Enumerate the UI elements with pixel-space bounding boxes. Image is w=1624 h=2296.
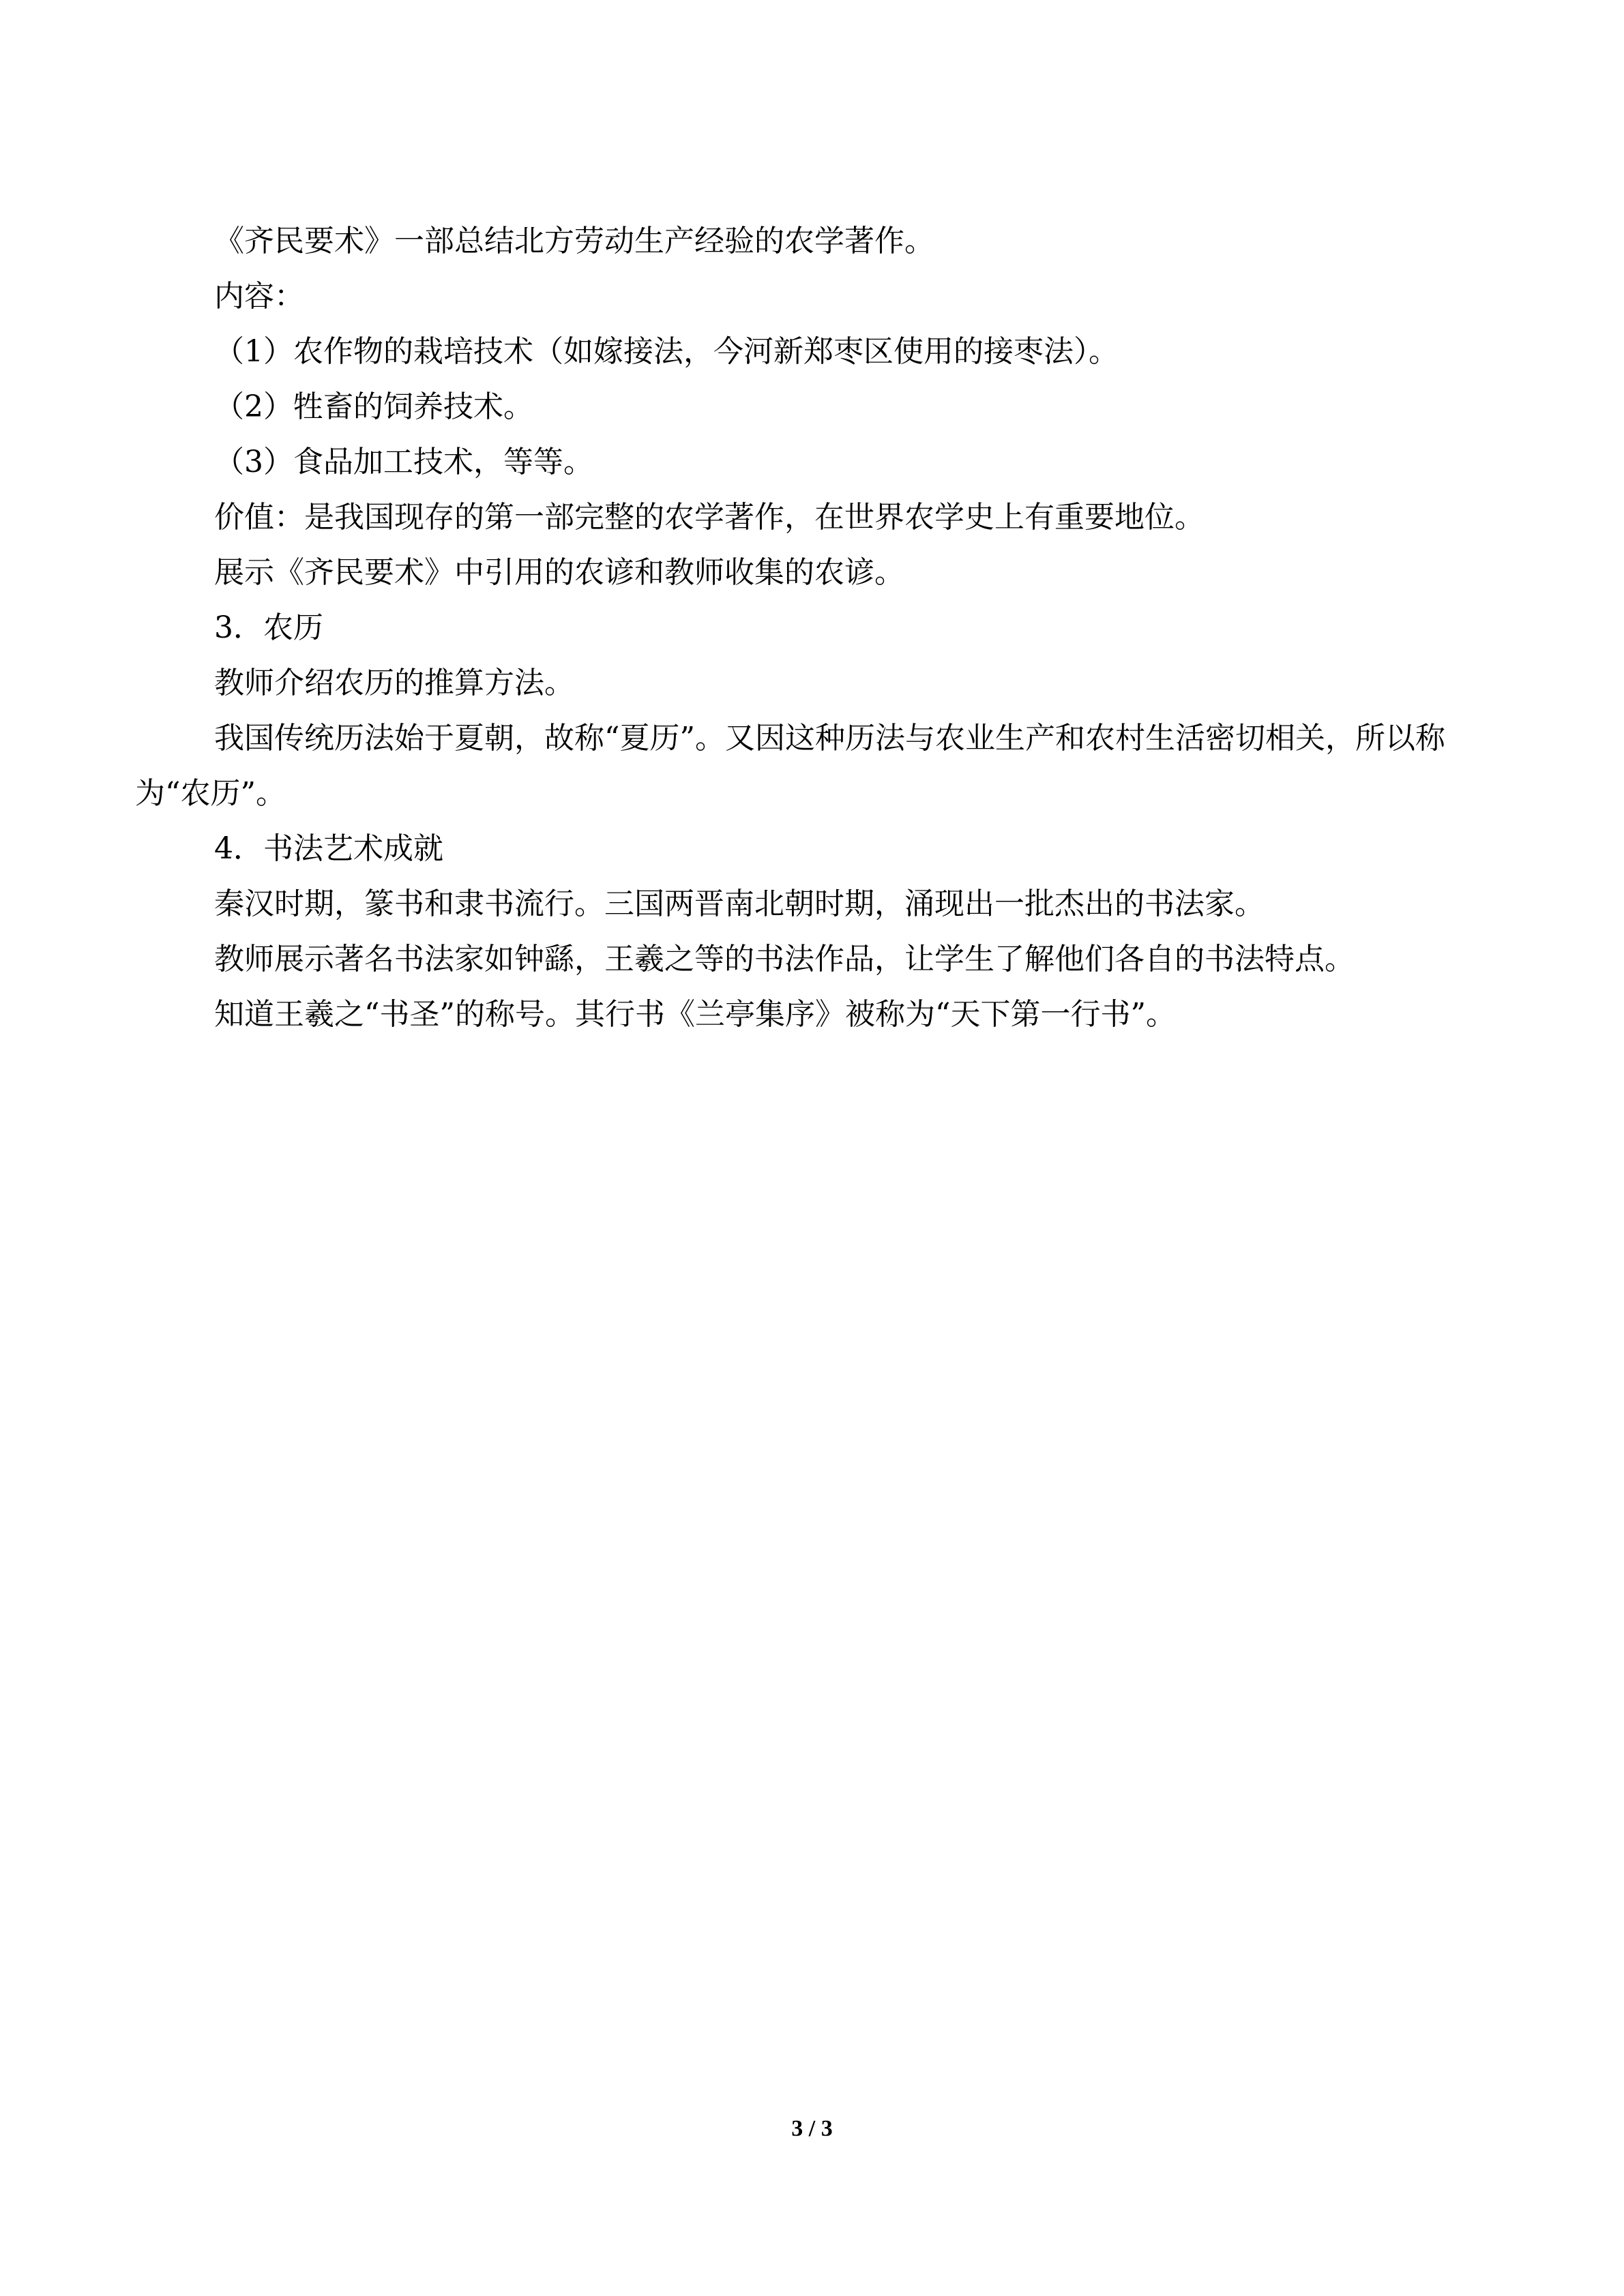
paragraph-content-heading: 内容： — [214, 279, 304, 314]
paragraph-calendar-method: 教师介绍农历的推算方法。 — [214, 666, 574, 700]
paragraph-proverbs: 展示《齐民要术》中引用的农谚和教师收集的农谚。 — [214, 555, 904, 590]
page-number: 3 / 3 — [791, 2116, 833, 2141]
paragraph-value: 价值：是我国现存的第一部完整的农学著作，在世界农学史上有重要地位。 — [214, 500, 1205, 535]
paragraph-qimin-yaoshu: 《齐民要术》一部总结北方劳动生产经验的农学著作。 — [214, 224, 934, 258]
section-heading-lunar-calendar: 3．农历 — [214, 610, 323, 645]
paragraph-wang-xizhi: 知道王羲之“书圣”的称号。其行书《兰亭集序》被称为“天下第一行书”。 — [214, 997, 1176, 1032]
paragraph-calligraphers: 教师展示著名书法家如钟繇，王羲之等的书法作品，让学生了解他们各自的书法特点。 — [214, 942, 1355, 976]
section-heading-calligraphy: 4．书法艺术成就 — [214, 831, 443, 866]
paragraph-item-1: （1）农作物的栽培技术（如嫁接法，今河新郑枣区使用的接枣法）。 — [214, 334, 1119, 369]
paragraph-qin-han: 秦汉时期，篆书和隶书流行。三国两晋南北朝时期，涌现出一批杰出的书法家。 — [214, 886, 1265, 921]
paragraph-item-2: （2）牲畜的饲养技术。 — [214, 389, 533, 424]
document-body — [135, 213, 1494, 1042]
paragraph-item-3: （3）食品加工技术，等等。 — [214, 445, 593, 479]
paragraph-xia-calendar: 我国传统历法始于夏朝，故称“夏历”。又因这种历法与农业生产和农村生活密切相关，所以称为“农历”。 — [135, 721, 1445, 811]
